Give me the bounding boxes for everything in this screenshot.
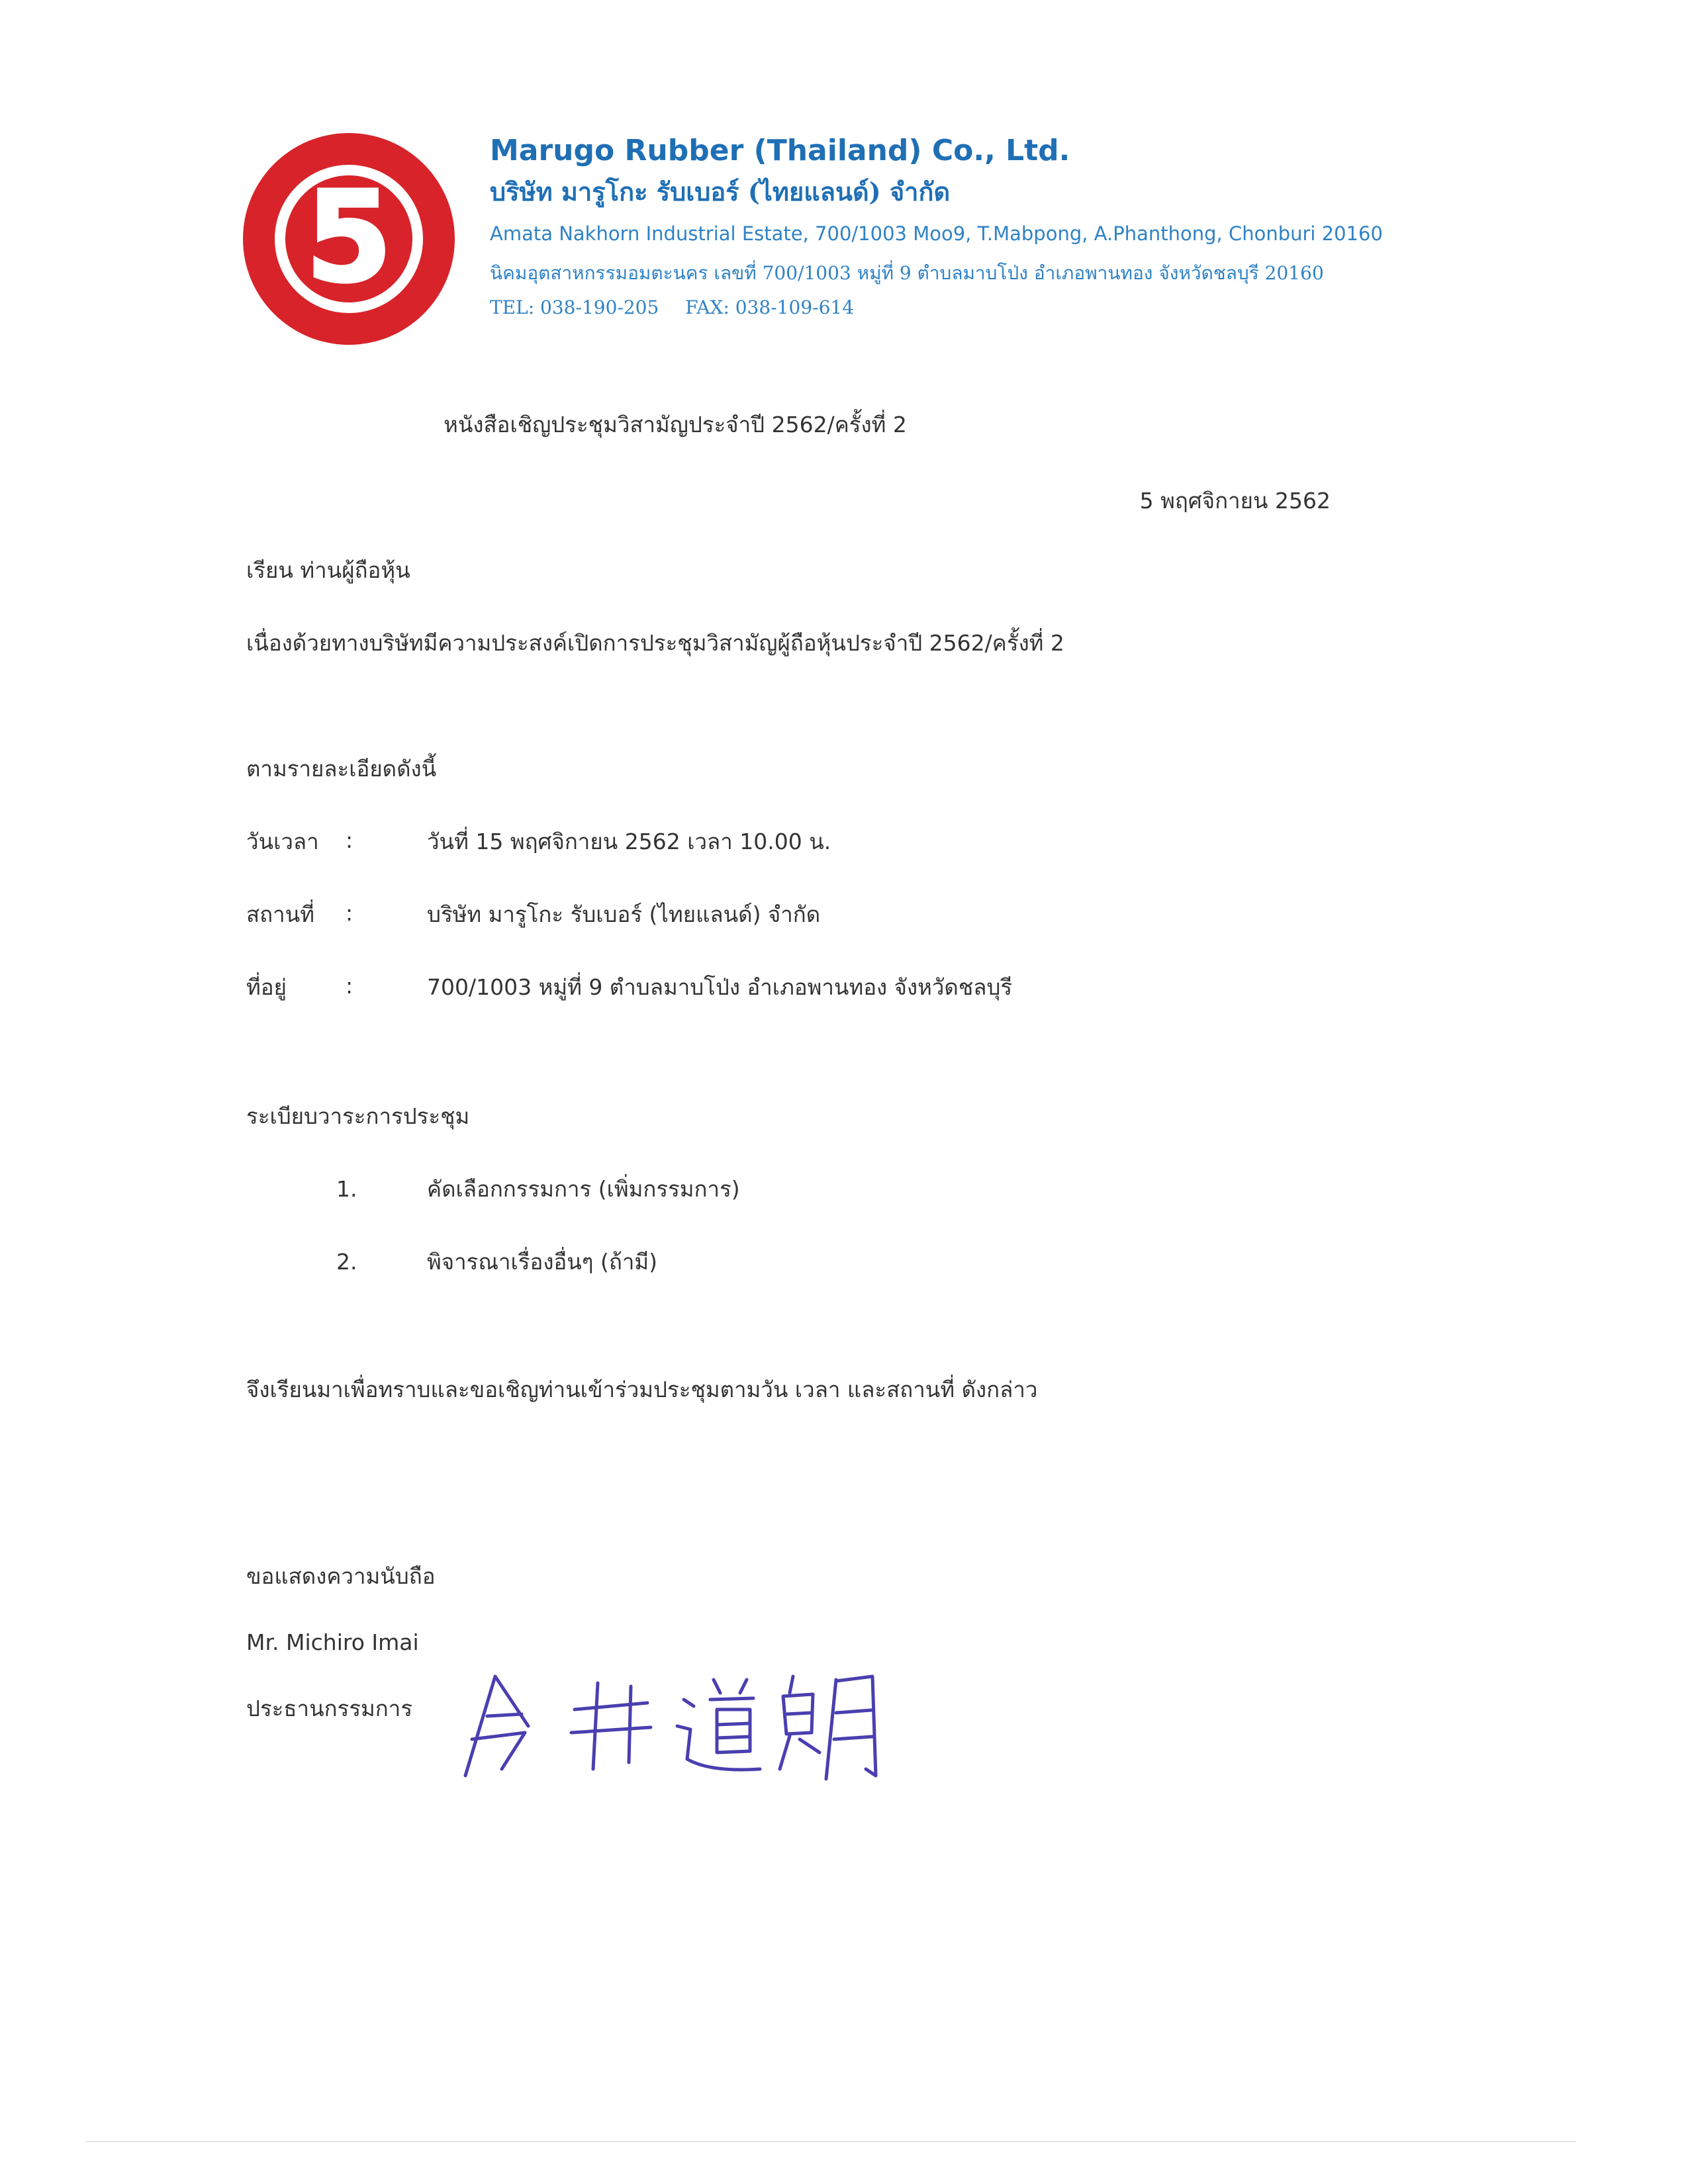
agenda-item-number: 1.: [336, 1176, 357, 1202]
detail-label-datetime: วันเวลา: [246, 829, 319, 854]
detail-value-venue: บริษัท มารูโกะ รับเบอร์ (ไทยแลนด์) จำกัด: [427, 901, 821, 927]
details-heading: ตามรายละเอียดดังนี้: [246, 756, 437, 782]
agenda-heading: ระเบียบวาระการประชุม: [246, 1103, 470, 1129]
detail-colon: :: [346, 827, 353, 853]
closing-paragraph: จึงเรียนมาเพื่อทราบและขอเชิญท่านเข้าร่วมประชุมตามวัน เวลา และสถานที่ ดังกล่าว: [246, 1377, 1038, 1402]
agenda-item-text: พิจารณาเรื่องอื่นๆ (ถ้ามี): [427, 1249, 658, 1275]
salutation: เรียน ท่านผู้ถือหุ้น: [246, 557, 410, 583]
page-bottom-edge: [86, 2141, 1575, 2142]
signer-title: ประธานกรรมการ: [246, 1696, 413, 1721]
company-tel: TEL: 038-190-205: [490, 296, 659, 318]
company-contact: [490, 293, 1615, 323]
detail-label-address: ที่อยู่: [246, 974, 287, 1000]
intro-paragraph: เนื่องด้วยทางบริษัทมีความประสงค์เปิดการประชุมวิสามัญผู้ถือหุ้นประจำปี 2562/ครั้งที่ 2: [246, 630, 1064, 656]
detail-colon: :: [346, 900, 353, 926]
agenda-item-text: คัดเลือกกรรมการ (เพิ่มกรรมการ): [427, 1176, 740, 1202]
company-address-th: นิคมอุตสาหกรรมอมตะนคร เลขที่ 700/1003 หมู่ที่ 9 ตำบลมาบโป่ง อำเภอพานทอง จังหวัดชลบุรี 20160: [490, 262, 1324, 284]
detail-value-datetime: วันที่ 15 พฤศจิกายน 2562 เวลา 10.00 น.: [427, 829, 831, 854]
company-name-en: Marugo Rubber (Thailand) Co., Ltd.: [490, 134, 1070, 167]
company-fax: FAX: 038-109-614: [685, 296, 855, 318]
detail-colon: :: [346, 973, 353, 999]
company-name-th: บริษัท มารูโกะ รับเบอร์ (ไทยแลนด์) จำกัด: [490, 177, 951, 206]
letterhead: [490, 131, 1615, 323]
regards: ขอแสดงความนับถือ: [246, 1563, 436, 1589]
company-logo: [240, 130, 458, 348]
handwritten-signature: [449, 1653, 886, 1786]
signer-name: Mr. Michiro Imai: [246, 1629, 419, 1655]
company-address-en: Amata Nakhorn Industrial Estate, 700/1003 Moo9, T.Mabpong, A.Phanthong, Chonburi 20160: [490, 222, 1383, 245]
document-date: 5 พฤศจิกายน 2562: [1139, 488, 1331, 514]
detail-label-venue: สถานที่: [246, 901, 314, 927]
agenda-item-number: 2.: [336, 1249, 357, 1275]
logo-numeral: 5: [305, 164, 393, 310]
document-title: หนังสือเชิญประชุมวิสามัญประจำปี 2562/ครั้งที่ 2: [444, 412, 907, 437]
detail-value-address: 700/1003 หมู่ที่ 9 ตำบลมาบโป่ง อำเภอพานทอง จังหวัดชลบุรี: [427, 974, 1013, 1000]
